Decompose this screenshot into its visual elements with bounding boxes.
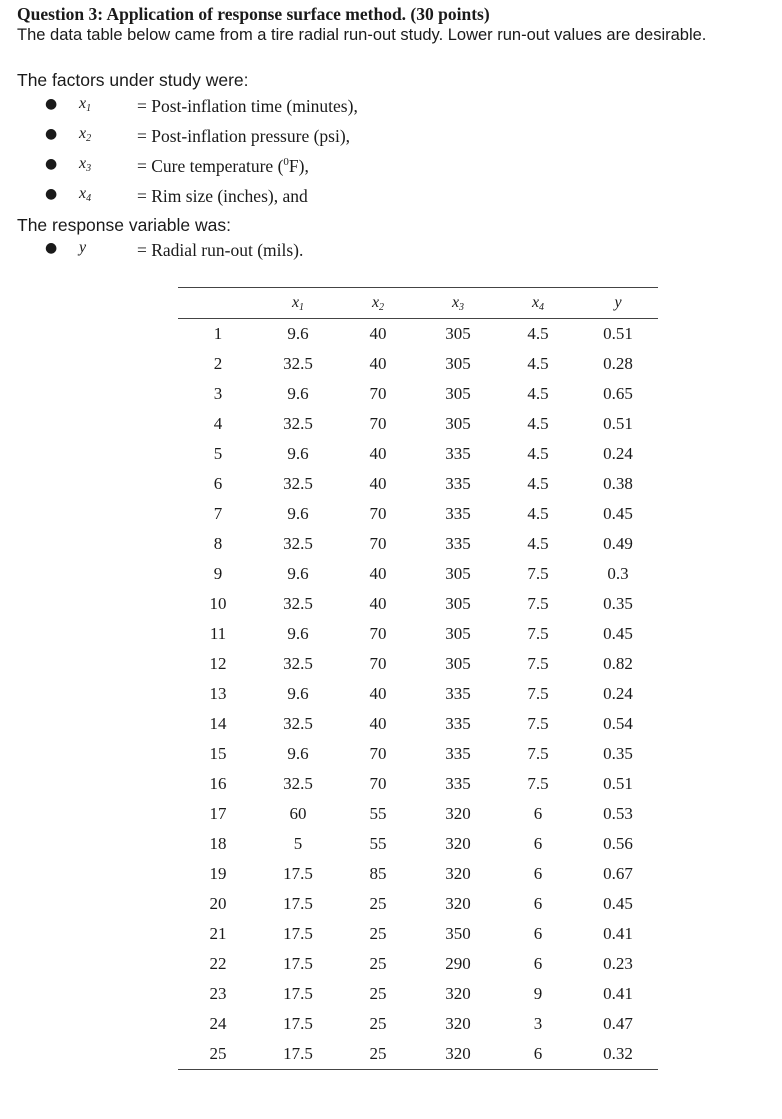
- x1-cell: 9.6: [287, 684, 309, 703]
- table-row: [178, 619, 658, 649]
- x3-cell: 305: [445, 594, 471, 613]
- table-row: [178, 889, 658, 919]
- x1-cell: 5: [293, 834, 303, 853]
- x3-cell: 335: [445, 744, 471, 763]
- x4-cell: 6: [533, 1044, 543, 1063]
- table-row: [178, 349, 658, 379]
- factor-item: [0, 126, 500, 150]
- x3-cell: 335: [445, 504, 471, 523]
- x4-cell: 7.5: [527, 774, 549, 793]
- run-cell: 5: [213, 444, 223, 463]
- table-row: [178, 799, 658, 829]
- run-cell: 23: [209, 984, 227, 1003]
- x2-cell: 40: [369, 444, 387, 463]
- x1-cell: 17.5: [283, 954, 313, 973]
- x1-cell: 32.5: [283, 654, 313, 673]
- table-row: [178, 409, 658, 439]
- x4-cell: 6: [533, 864, 543, 883]
- x1-cell: 17.5: [283, 894, 313, 913]
- x4-cell: 7.5: [527, 624, 549, 643]
- x2-cell: 70: [369, 534, 387, 553]
- x1-cell: 9.6: [287, 564, 309, 583]
- factor-item: [0, 186, 500, 210]
- y-cell: 0.67: [603, 864, 633, 883]
- run-cell: 13: [209, 684, 227, 703]
- run-cell: 4: [213, 414, 223, 433]
- x1-cell: 9.6: [287, 324, 309, 343]
- y-cell: 0.82: [603, 654, 633, 673]
- x4-cell: 4.5: [527, 444, 549, 463]
- y-cell: 0.47: [603, 1014, 633, 1033]
- x4-cell: 7.5: [527, 564, 549, 583]
- x2-cell: 70: [369, 384, 387, 403]
- x4-cell: 3: [533, 1014, 543, 1033]
- run-cell: 16: [209, 774, 227, 793]
- y-cell: 0.54: [603, 714, 633, 733]
- x1-cell: 17.5: [283, 1014, 313, 1033]
- x4-cell: 6: [533, 894, 543, 913]
- table-row: [178, 979, 658, 1009]
- x1-cell: 9.6: [287, 504, 309, 523]
- data-table: [178, 287, 658, 1070]
- factor-definition: = Post-inflation pressure (psi),: [137, 126, 351, 146]
- intro-text: The data table below came from a tire radial run-out study. Lower run-out values are desirable.: [17, 26, 707, 44]
- x1-cell: 32.5: [283, 594, 313, 613]
- factors-heading: The factors under study were:: [17, 70, 249, 90]
- table-row: [178, 529, 658, 559]
- x2-cell: 55: [369, 804, 387, 823]
- factor-item: [0, 96, 500, 120]
- x1-cell: 32.5: [283, 774, 313, 793]
- y-cell: 0.24: [603, 444, 633, 463]
- x3-cell: 320: [445, 894, 471, 913]
- bullet-icon: ●: [45, 156, 58, 172]
- x2-cell: 40: [369, 474, 387, 493]
- run-cell: 15: [209, 744, 227, 763]
- x1-cell: 32.5: [283, 414, 313, 433]
- x1-cell: 32.5: [283, 534, 313, 553]
- table-row: [178, 679, 658, 709]
- y-cell: 0.28: [603, 354, 633, 373]
- table-row: [178, 499, 658, 529]
- x3-cell: 320: [445, 864, 471, 883]
- x1-cell: 9.6: [287, 384, 309, 403]
- x2-cell: 25: [369, 894, 387, 913]
- factor-item: [0, 156, 500, 180]
- header-x2: $x_2$: [371, 293, 385, 313]
- factor-definition: = Rim size (inches), and: [137, 186, 308, 206]
- response-item: [0, 240, 500, 264]
- x2-cell: 70: [369, 744, 387, 763]
- y-cell: 0.45: [603, 624, 633, 643]
- x2-cell: 40: [369, 564, 387, 583]
- x4-cell: 4.5: [527, 474, 549, 493]
- table-row: [178, 859, 658, 889]
- x2-cell: 40: [369, 594, 387, 613]
- x3-cell: 305: [445, 324, 471, 343]
- x2-cell: 25: [369, 1014, 387, 1033]
- y-cell: 0.24: [603, 684, 633, 703]
- response-variable: y: [79, 239, 87, 256]
- x3-cell: 335: [445, 774, 471, 793]
- table-row: [178, 1039, 658, 1070]
- x4-cell: 7.5: [527, 744, 549, 763]
- run-cell: 9: [213, 564, 223, 583]
- run-cell: 6: [213, 474, 223, 493]
- run-cell: 11: [209, 624, 227, 643]
- bullet-icon: ●: [45, 96, 58, 112]
- run-cell: 12: [209, 654, 227, 673]
- x2-cell: 25: [369, 924, 387, 943]
- run-cell: 21: [209, 924, 227, 943]
- x4-cell: 7.5: [527, 714, 549, 733]
- table-body: [178, 319, 658, 1070]
- run-cell: 3: [213, 384, 223, 403]
- x1-cell: 17.5: [283, 984, 313, 1003]
- run-cell: 7: [213, 504, 223, 523]
- x4-cell: 4.5: [527, 354, 549, 373]
- y-cell: 0.41: [603, 924, 633, 943]
- response-heading: The response variable was:: [17, 215, 231, 235]
- question-title: Question 3: Application of response surface method. (30 points): [17, 4, 490, 24]
- y-cell: 0.35: [603, 744, 633, 763]
- x3-cell: 320: [445, 1014, 471, 1033]
- x3-cell: 335: [445, 474, 471, 493]
- run-cell: 22: [209, 954, 227, 973]
- x4-cell: 7.5: [527, 594, 549, 613]
- x2-cell: 25: [369, 984, 387, 1003]
- run-cell: 18: [209, 834, 227, 853]
- x3-cell: 305: [445, 624, 471, 643]
- header-y: y: [614, 294, 622, 311]
- header-x4: $x_4$: [531, 293, 545, 313]
- y-cell: 0.3: [607, 564, 629, 583]
- y-cell: 0.49: [603, 534, 633, 553]
- y-cell: 0.45: [603, 504, 633, 523]
- x2-cell: 40: [369, 354, 387, 373]
- x4-cell: 9: [533, 984, 543, 1003]
- table-row: [178, 469, 658, 499]
- factor-variable: $x_3$: [79, 155, 92, 174]
- y-cell: 0.38: [603, 474, 633, 493]
- x1-cell: 9.6: [287, 444, 309, 463]
- run-cell: 20: [209, 894, 227, 913]
- run-cell: 19: [209, 864, 227, 883]
- x2-cell: 70: [369, 654, 387, 673]
- header-x1: $x_1$: [291, 293, 305, 313]
- x3-cell: 320: [445, 1044, 471, 1063]
- x4-cell: 7.5: [527, 654, 549, 673]
- factor-definition: = Cure temperature ($^0$F),: [137, 156, 309, 176]
- run-cell: 24: [209, 1014, 227, 1033]
- y-cell: 0.56: [603, 834, 633, 853]
- table-header-row: [178, 288, 658, 319]
- x1-cell: 9.6: [287, 744, 309, 763]
- x4-cell: 6: [533, 834, 543, 853]
- x3-cell: 350: [445, 924, 471, 943]
- x2-cell: 40: [369, 684, 387, 703]
- x3-cell: 335: [445, 534, 471, 553]
- x1-cell: 60: [289, 804, 307, 823]
- x1-cell: 17.5: [283, 864, 313, 883]
- header-run: [178, 288, 258, 319]
- table-row: [178, 949, 658, 979]
- y-cell: 0.53: [603, 804, 633, 823]
- header-x3: $x_3$: [451, 293, 465, 313]
- bullet-icon: ●: [45, 240, 58, 256]
- factor-variable: $x_4$: [79, 185, 92, 204]
- x3-cell: 335: [445, 714, 471, 733]
- table-row: [178, 379, 658, 409]
- x1-cell: 17.5: [283, 924, 313, 943]
- x2-cell: 70: [369, 414, 387, 433]
- y-cell: 0.51: [603, 414, 633, 433]
- response-definition: = Radial run-out (mils).: [137, 240, 304, 260]
- table-row: [178, 1009, 658, 1039]
- x4-cell: 4.5: [527, 324, 549, 343]
- x4-cell: 6: [533, 804, 543, 823]
- x3-cell: 290: [445, 954, 471, 973]
- y-cell: 0.65: [603, 384, 633, 403]
- factor-definition: = Post-inflation time (minutes),: [137, 96, 358, 116]
- run-cell: 25: [209, 1044, 227, 1063]
- table-row: [178, 769, 658, 799]
- x1-cell: 9.6: [287, 624, 309, 643]
- x3-cell: 335: [445, 684, 471, 703]
- factor-variable: $x_2$: [79, 125, 92, 144]
- y-cell: 0.23: [603, 954, 633, 973]
- table-row: [178, 709, 658, 739]
- x3-cell: 305: [445, 384, 471, 403]
- x3-cell: 305: [445, 414, 471, 433]
- y-cell: 0.45: [603, 894, 633, 913]
- x3-cell: 335: [445, 444, 471, 463]
- x1-cell: 32.5: [283, 714, 313, 733]
- table-row: [178, 559, 658, 589]
- x4-cell: 4.5: [527, 384, 549, 403]
- x1-cell: 32.5: [283, 474, 313, 493]
- x2-cell: 25: [369, 954, 387, 973]
- x3-cell: 320: [445, 834, 471, 853]
- x3-cell: 305: [445, 354, 471, 373]
- x2-cell: 70: [369, 504, 387, 523]
- x3-cell: 305: [445, 654, 471, 673]
- table-row: [178, 739, 658, 769]
- x4-cell: 6: [533, 924, 543, 943]
- x4-cell: 4.5: [527, 534, 549, 553]
- x3-cell: 320: [445, 984, 471, 1003]
- x2-cell: 70: [369, 774, 387, 793]
- y-cell: 0.51: [603, 324, 633, 343]
- table-row: [178, 649, 658, 679]
- run-cell: 8: [213, 534, 223, 553]
- table-row: [178, 319, 658, 350]
- run-cell: 14: [209, 714, 227, 733]
- table-row: [178, 439, 658, 469]
- bullet-icon: ●: [45, 126, 58, 142]
- x3-cell: 305: [445, 564, 471, 583]
- bullet-icon: ●: [45, 186, 58, 202]
- run-cell: 2: [213, 354, 223, 373]
- factor-variable: $x_1$: [79, 95, 92, 114]
- x3-cell: 320: [445, 804, 471, 823]
- table-row: [178, 919, 658, 949]
- x2-cell: 70: [369, 624, 387, 643]
- x2-cell: 25: [369, 1044, 387, 1063]
- y-cell: 0.41: [603, 984, 633, 1003]
- table-row: [178, 829, 658, 859]
- y-cell: 0.51: [603, 774, 633, 793]
- x2-cell: 85: [369, 864, 387, 883]
- run-cell: 1: [213, 324, 223, 343]
- x4-cell: 4.5: [527, 414, 549, 433]
- x2-cell: 40: [369, 714, 387, 733]
- x4-cell: 6: [533, 954, 543, 973]
- x1-cell: 17.5: [283, 1044, 313, 1063]
- x2-cell: 55: [369, 834, 387, 853]
- run-cell: 10: [209, 594, 227, 613]
- x1-cell: 32.5: [283, 354, 313, 373]
- x4-cell: 4.5: [527, 504, 549, 523]
- y-cell: 0.35: [603, 594, 633, 613]
- x4-cell: 7.5: [527, 684, 549, 703]
- run-cell: 17: [209, 804, 227, 823]
- y-cell: 0.32: [603, 1044, 633, 1063]
- table-row: [178, 589, 658, 619]
- x2-cell: 40: [369, 324, 387, 343]
